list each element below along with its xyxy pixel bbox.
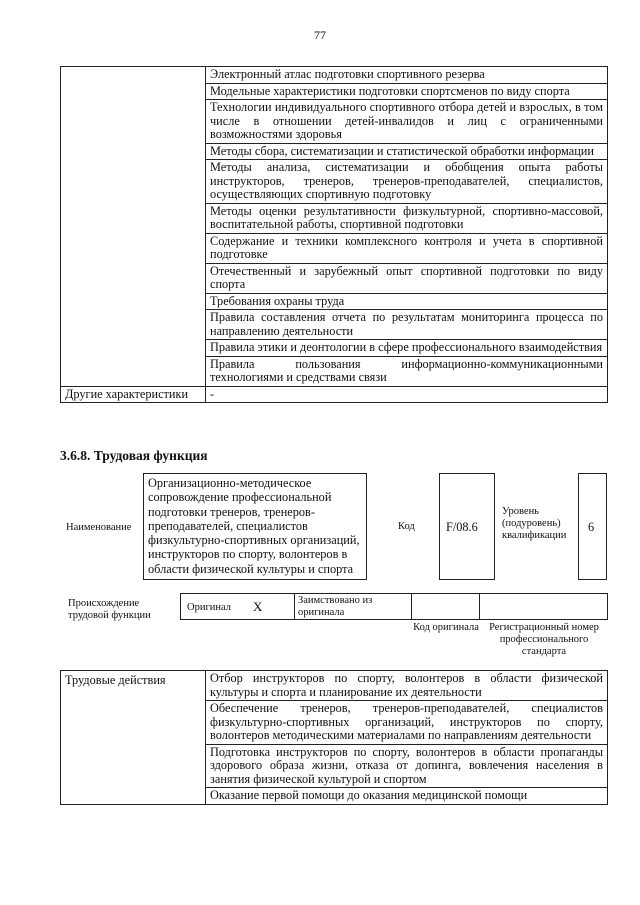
table-row: Правила пользования информационно-коммуникационными технологиями и средствами связи [206, 356, 608, 386]
page-number: 77 [314, 28, 326, 42]
other-characteristics-label: Другие характеристики [61, 386, 206, 403]
knowledge-label-cell [61, 67, 206, 387]
table-row: Методы сбора, систематизации и статистической обработки информации [206, 143, 608, 160]
table-row: Модельные характеристики подготовки спортсменов по виду спорта [206, 83, 608, 100]
other-characteristics-value: - [206, 386, 608, 403]
code-label: Код [398, 521, 415, 532]
table-row: Отечественный и зарубежный опыт спортивной подготовки по виду спорта [206, 263, 608, 293]
original-label: Оригинал [187, 602, 231, 613]
table-row: Электронный атлас подготовки спортивного резерва [206, 67, 608, 84]
origin-label: Происхождение трудовой функции [68, 598, 151, 621]
level-box [578, 473, 607, 580]
table-row: Методы анализа, систематизации и обобщения опыта работы инструкторов, тренеров, тренеров-преподавателей, специалистов, осуществляющих спортивную подготовку [206, 160, 608, 204]
original-mark: X [253, 599, 263, 614]
name-label: Наименование [66, 522, 132, 533]
section-title: 3.6.8. Трудовая функция [60, 448, 208, 463]
table-row: Обеспечение тренеров, тренеров-преподавателей, специалистов физкультурно-спортивных организаций, инструкторов по спорту, волонтеров методическими материалами по направлениям деятельности [206, 701, 608, 745]
labor-actions-label: Трудовые действия [61, 671, 206, 805]
table-row: Правила этики и деонтологии в сфере профессионального взаимодействия [206, 340, 608, 357]
origin-box [180, 593, 608, 620]
table-row: Технологии индивидуального спортивного отбора детей и взрослых, в том числе в отношении детей-инвалидов и лиц с ограниченными возможностями здоровья [206, 100, 608, 144]
labor-actions-table [60, 670, 608, 805]
table-row: Методы оценки результативности физкультурной, спортивно-массовой, воспитательной работы, спортивной подготовки [206, 203, 608, 233]
table-row: Правила составления отчета по результатам мониторинга процесса по направлению деятельности [206, 310, 608, 340]
reg-number-caption: Регистрационный номер профессионального стандарта [489, 622, 599, 657]
table-row: Требования охраны труда [206, 293, 608, 310]
table-row: Отбор инструкторов по спорту, волонтеров в области физической культуры и спорта и планирование их деятельности [206, 671, 608, 701]
function-name-value: Организационно-методическое сопровождение профессиональной подготовки тренеров, тренеров-преподавателей, специалистов физкультурно-спортивных организаций, инструкторов по спорту, волонтеров в области физической культуры и спорта [148, 476, 360, 576]
borrowed-label: Заимствовано из оригинала [298, 595, 373, 618]
level-label: Уровень (подуровень) квалификации [502, 506, 567, 541]
code-value: F/08.6 [446, 520, 478, 534]
table-row: Оказание первой помощи до оказания медицинской помощи [206, 788, 608, 805]
table-row: Подготовка инструкторов по спорту, волонтеров в области пропаганды здорового образа жизни, отказа от допинга, вовлечения населения в занятия физической культурой и спортом [206, 744, 608, 788]
table-row: Содержание и техники комплексного контроля и учета в спортивной подготовке [206, 233, 608, 263]
code-original-caption: Код оригинала [413, 622, 479, 633]
level-value: 6 [588, 520, 595, 534]
knowledge-table [60, 66, 608, 403]
function-name-box [143, 473, 367, 580]
code-box [439, 473, 495, 580]
